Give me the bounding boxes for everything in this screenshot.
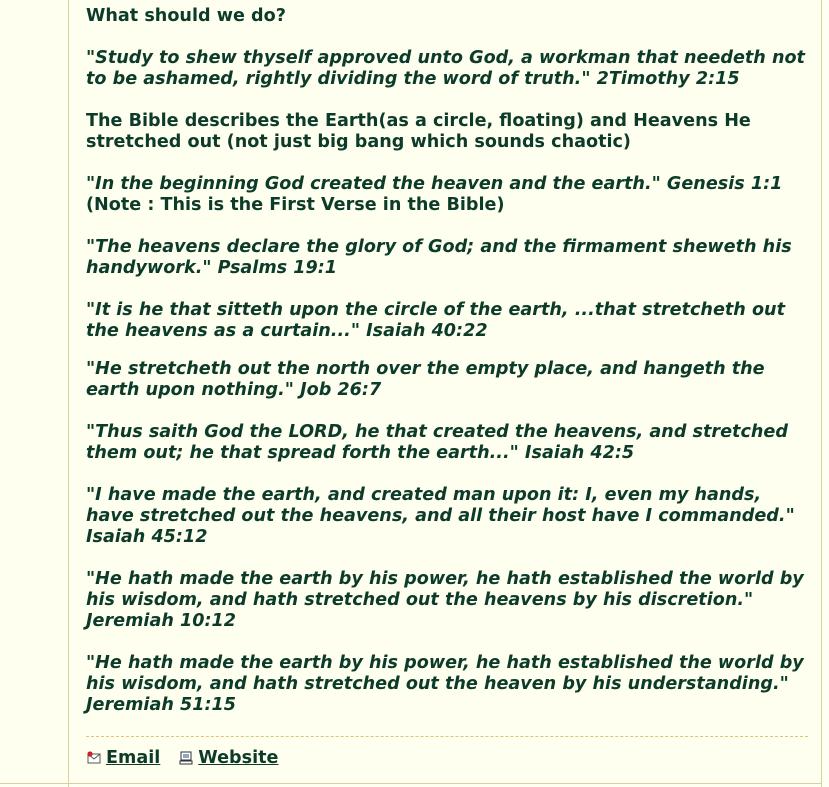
verse-jeremiah-51: "He hath made the earth by his power, he hath established the world by his wisdom, and hath stretched out the heaven by his understanding." Jeremiah 51:15 [86, 653, 804, 715]
post-body [86, 6, 810, 737]
left-gutter [0, 0, 69, 787]
verse-isaiah-45: "I have made the earth, and created man upon it: I, even my hands, have stretched out the heavens, and all their host have I commanded." Isaiah 45:12 [86, 485, 795, 547]
genesis-note: (Note : This is the First Verse in the Bible) [86, 195, 505, 215]
verse-2timothy: "Study to shew thyself approved unto God, a workman that needeth not to be ashamed, rightly dividing the word of truth." 2Timothy 2:15 [86, 48, 805, 89]
verse-jeremiah-10: "He hath made the earth by his power, he hath established the world by his wisdom, and hath stretched out the heavens by his discretion." Jeremiah 10:12 [86, 569, 804, 631]
email-icon[interactable] [86, 750, 102, 766]
earth-description: The Bible describes the Earth(as a circle, floating) and Heavens He stretched out (not just big bang which sounds chaotic) [86, 111, 751, 152]
post-divider [86, 736, 808, 737]
email-link[interactable]: Email [106, 748, 161, 768]
verse-psalms: "The heavens declare the glory of God; and the firmament sheweth his handywork." Psalms 19:1 [86, 237, 792, 278]
genesis-block [86, 174, 810, 216]
right-border [821, 0, 822, 787]
verse-genesis: "In the beginning God created the heaven and the earth." Genesis 1:1 [86, 174, 783, 194]
email-link-group[interactable] [86, 748, 160, 768]
post-heading: What should we do? [86, 6, 286, 26]
bottom-border [0, 783, 822, 784]
verse-job: "He stretcheth out the north over the empty place, and hangeth the earth upon nothing." Job 26:7 [86, 359, 765, 400]
verse-isaiah-42: "Thus saith God the LORD, he that created the heavens, and stretched them out; he that spread forth the earth..." Isaiah 42:5 [86, 422, 788, 463]
website-icon[interactable] [178, 750, 194, 766]
website-link-group[interactable] [178, 748, 278, 768]
post-footer-links [86, 746, 296, 770]
website-link[interactable]: Website [198, 748, 279, 768]
verse-isaiah-40: "It is he that sitteth upon the circle of the earth, ...that stretcheth out the heavens as a curtain..." Isaiah 40:22 [86, 300, 785, 341]
